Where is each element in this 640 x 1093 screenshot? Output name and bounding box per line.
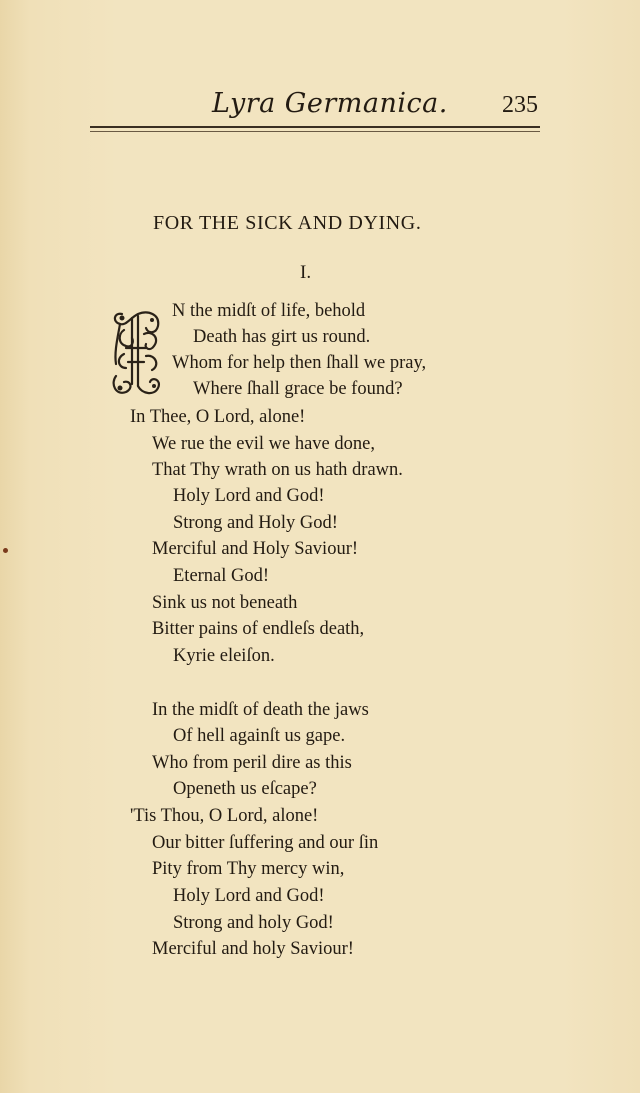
paper-speck: [3, 548, 8, 553]
ornate-drop-cap-i-icon: [108, 304, 166, 400]
verse-line: In the midſt of death the jaws: [152, 700, 369, 720]
verse-line: Holy Lord and God!: [173, 886, 325, 906]
verse-line: Our bitter ſuffering and our ſin: [152, 833, 379, 853]
verse-line: Openeth us eſcape?: [173, 779, 317, 799]
verse-line: Death has girt us round.: [193, 327, 371, 347]
verse-line: That Thy wrath on us hath drawn.: [152, 460, 403, 480]
verse-line: Merciful and Holy Saviour!: [152, 539, 359, 559]
verse-line: 'Tis Thou, O Lord, alone!: [130, 806, 319, 826]
verse-line: Merciful and holy Saviour!: [152, 939, 354, 959]
part-number: I.: [300, 262, 312, 283]
verse-line: Eternal God!: [173, 566, 270, 586]
running-title: Lyra Germanica.: [212, 88, 448, 119]
verse-line: Holy Lord and God!: [173, 486, 325, 506]
header-rule: [90, 126, 540, 128]
page-number: 235: [502, 92, 538, 118]
verse-line: Who from peril dire as this: [152, 753, 352, 773]
verse-line: Sink us not beneath: [152, 593, 298, 613]
verse-line: Of hell againſt us gape.: [173, 726, 346, 746]
verse-line: In Thee, O Lord, alone!: [130, 407, 306, 427]
verse-line: Where ſhall grace be found?: [193, 379, 403, 399]
verse-line: Bitter pains of endleſs death,: [152, 619, 365, 639]
running-head: [90, 84, 540, 124]
verse-line: N the midſt of life, behold: [172, 301, 366, 321]
verse-line: Strong and Holy God!: [173, 513, 338, 533]
verse-line: Strong and holy God!: [173, 913, 334, 933]
verse-line: Kyrie eleiſon.: [173, 646, 275, 666]
section-title: FOR THE SICK AND DYING.: [153, 212, 422, 234]
header-rule-thin: [90, 131, 540, 132]
verse-line: Pity from Thy mercy win,: [152, 859, 345, 879]
verse-line: Whom for help then ſhall we pray,: [172, 353, 427, 373]
verse-line: We rue the evil we have done,: [152, 434, 375, 454]
